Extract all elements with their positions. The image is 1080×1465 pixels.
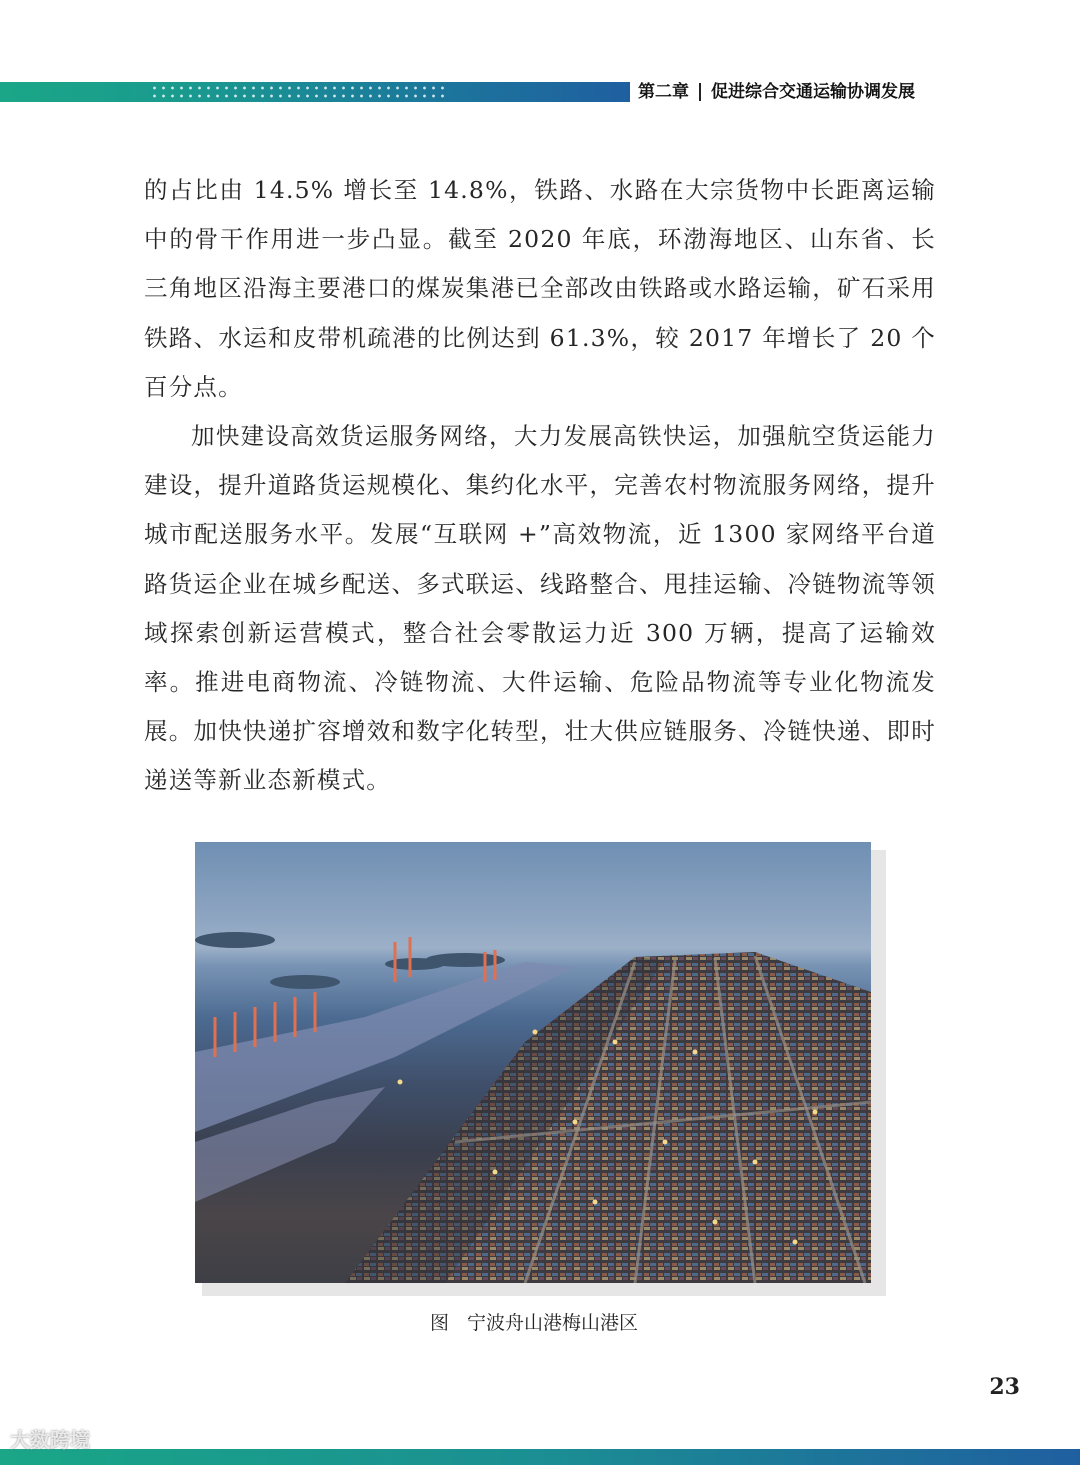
- page-number: 23: [989, 1374, 1020, 1400]
- body-text: [144, 166, 936, 806]
- footer-band: [0, 1449, 1080, 1465]
- watermark: 大数跨境: [10, 1428, 90, 1452]
- chapter-name: 促进综合交通运输协调发展: [711, 82, 915, 102]
- figure-caption-text: 宁波舟山港梅山港区: [467, 1312, 639, 1334]
- figure-label: 图: [430, 1312, 450, 1334]
- figure-caption: [430, 1310, 638, 1336]
- chapter-separator: [699, 83, 701, 101]
- port-photo: [195, 842, 871, 1283]
- chapter-heading: [638, 80, 915, 104]
- header-dot-pattern: [150, 84, 450, 100]
- chapter-number: 第二章: [638, 82, 689, 102]
- paragraph-2: 加快建设高效货运服务网络，大力发展高铁快运，加强航空货运能力建设，提升道路货运规模化、集约化水平，完善农村物流服务网络，提升城市配送服务水平。发展“互联网 +”高效物流，近 1300 家网络平台道路货运企业在城乡配送、多式联运、线路整合、甩挂运输、冷链物流等领域探索创新运营模式，整合社会零散运力近 300 万辆，提高了运输效率。推进电商物流、冷链物流、大件运输、危险品物流等专业化物流发展。加快快递扩容增效和数字化转型，壮大供应链服务、冷链快递、即时递送等新业态新模式。: [144, 422, 936, 795]
- port-photo-illustration: [195, 842, 871, 1283]
- paragraph-1: 的占比由 14.5% 增长至 14.8%，铁路、水路在大宗货物中长距离运输中的骨干作用进一步凸显。截至 2020 年底，环渤海地区、山东省、长三角地区沿海主要港口的煤炭集港已全部改由铁路或水路运输，矿石采用铁路、水运和皮带机疏港的比例达到 61.3%，较 2017 年增长了 20 个百分点。: [144, 176, 936, 401]
